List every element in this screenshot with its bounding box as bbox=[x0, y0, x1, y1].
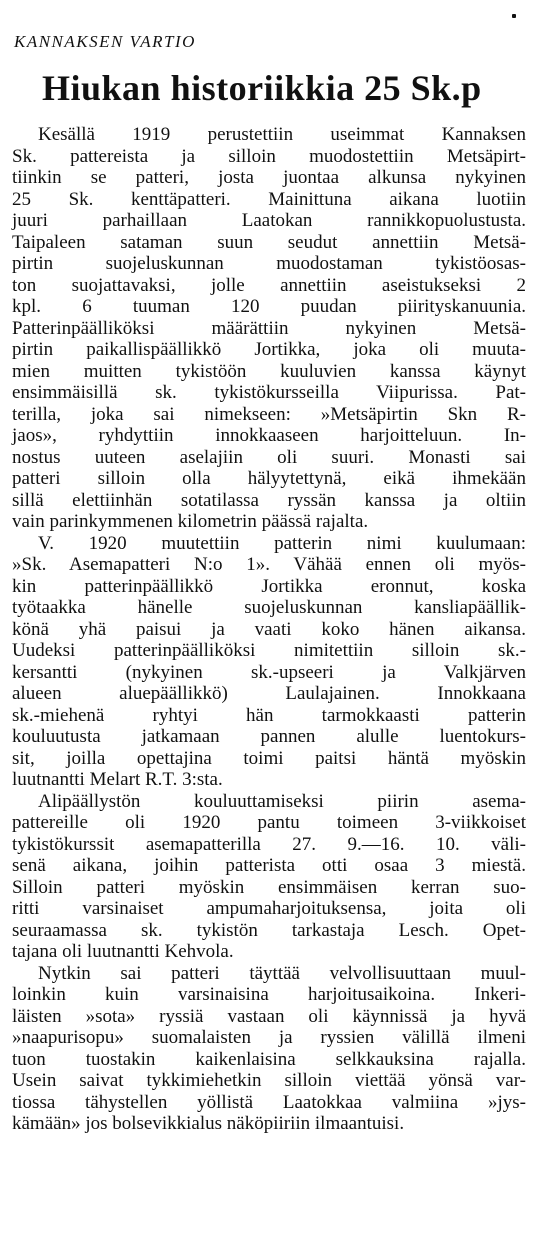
text-line: tiossa tähystellen yöllistä Laatokkaa valmiina »jys- bbox=[12, 1091, 526, 1113]
text-line: mien muitten tykistöön kuuluvien kanssa käynyt bbox=[12, 360, 526, 382]
text-line: alueen aluepäällikkö) Laulajainen. Innokkaana bbox=[12, 683, 526, 704]
paragraph bbox=[12, 124, 526, 533]
text-line: Sk. pattereista ja silloin muodostettiin Metsäpirt- bbox=[12, 145, 526, 167]
text-line: kämään» jos bolsevikkialus näköpiiriin ilmaantuisi. bbox=[12, 1113, 405, 1134]
text-line: pattereille oli 1920 pantu toimeen 3-viikkoiset bbox=[12, 812, 526, 833]
text-line: Uudeksi patterinpäälliköksi nimitettiin silloin sk.- bbox=[12, 640, 526, 661]
text-line: kersantti (nykyinen sk.-upseeri ja Valkjärven bbox=[12, 661, 526, 683]
text-line: sillä elettiinhän sotatilassa ryssän kanssa ja oltiin bbox=[12, 489, 526, 511]
text-line: Patterinpäälliköksi määrättiin nykyinen Metsä- bbox=[12, 317, 526, 339]
text-line: seuraamassa sk. tykistön tarkastaja Lesch. Opet- bbox=[12, 919, 526, 941]
text-line: pirtin suojeluskunnan muodostaman tykistöosas- bbox=[12, 253, 526, 274]
text-line: läisten »sota» ryssiä vastaan oli käynnissä ja hyvä bbox=[12, 1005, 526, 1027]
text-line: loinkin kuin varsinaisina harjoitusaikoina. Inkeri- bbox=[12, 984, 526, 1005]
text-line: senä aikana, joihin patterista otti osaa 3 miestä. bbox=[12, 855, 526, 876]
text-line: sk.-miehenä ryhtyi hän tarmokkaasti patterin bbox=[12, 704, 526, 726]
text-line: juuri parhaillaan Laatokan rannikkopuolustusta. bbox=[12, 210, 526, 231]
text-line: Kesällä 1919 perustettiin useimmat Kannaksen bbox=[38, 124, 526, 145]
text-line: nostus uuteen aselajiin oli suuri. Monasti sai bbox=[12, 446, 526, 468]
text-line: ritti varsinaiset ampumaharjoituksensa, joita oli bbox=[12, 898, 526, 919]
text-line: patteri silloin olla hälyytettynä, eikä ihmekään bbox=[12, 468, 526, 489]
text-line: tajana oli luutnantti Kehvola. bbox=[12, 941, 234, 962]
text-line: könä yhä paisui ja vaati koko hänen aikansa. bbox=[12, 618, 526, 640]
text-line: V. 1920 muutettiin patterin nimi kuulumaan: bbox=[38, 532, 526, 554]
text-line: kouluutusta jatkamaan pannen alulle luentokurs- bbox=[12, 726, 526, 747]
text-line: Taipaleen sataman suun seudut annettiin Metsä- bbox=[12, 231, 526, 253]
text-line: Usein saivat tykkimiehetkin silloin viettää yönsä var- bbox=[12, 1070, 526, 1091]
headline: Hiukan historiikkia 25 Sk.p bbox=[42, 68, 482, 108]
text-line: luutnantti Melart R.T. 3:sta. bbox=[12, 769, 223, 790]
text-line: jaos», ryhdyttiin innokkaaseen harjoitteluun. In- bbox=[12, 425, 526, 446]
article-body bbox=[12, 124, 526, 1135]
running-head: KANNAKSEN VARTIO bbox=[14, 32, 196, 51]
paragraph bbox=[12, 963, 526, 1135]
text-line: pirtin paikallispäällikkö Jortikka, joka oli muuta- bbox=[12, 339, 526, 360]
text-line: kpl. 6 tuuman 120 puudan piirityskanuunia. bbox=[12, 296, 526, 317]
text-line: Silloin patteri myöskin ensimmäisen kerran suo- bbox=[12, 876, 526, 898]
paragraph bbox=[12, 533, 526, 791]
text-line: terilla, joka sai nimekseen: »Metsäpirtin Skn R- bbox=[12, 403, 526, 425]
text-line: kin patterinpäällikkö Jortikka eronnut, koska bbox=[12, 575, 526, 597]
text-line: vain parinkymmenen kilometrin päässä rajalta. bbox=[12, 511, 369, 532]
text-line: 25 Sk. kenttäpatteri. Mainittuna aikana luotiin bbox=[12, 188, 526, 210]
print-speck bbox=[512, 14, 516, 18]
text-line: »Sk. Asemapatteri N:o 1». Vähää ennen oli myös- bbox=[12, 554, 526, 575]
paragraph bbox=[12, 791, 526, 963]
text-line: Alipäällystön kouluuttamiseksi piirin asema- bbox=[38, 790, 526, 812]
text-line: työtaakka hänelle suojeluskunnan kansliapäällik- bbox=[12, 597, 526, 618]
text-line: tykistökurssit asemapatterilla 27. 9.—16. 10. väli- bbox=[12, 833, 526, 855]
text-line: »naapurisopu» suomalaisten ja ryssien välillä ilmeni bbox=[12, 1027, 526, 1048]
text-line: ton suojattavaksi, jolle annettiin aseistukseksi 2 bbox=[12, 274, 526, 296]
text-line: sit, joilla opettajina toimi paitsi häntä myöskin bbox=[12, 747, 526, 769]
text-line: tuon tuostakin kaikenlaisina selkkauksina rajalla. bbox=[12, 1048, 526, 1070]
text-line: ensimmäisillä sk. tykistökursseilla Viipurissa. Pat- bbox=[12, 382, 526, 403]
text-line: Nytkin sai patteri täyttää velvollisuuttaan muul- bbox=[38, 962, 526, 984]
text-line: tiinkin se patteri, josta juontaa alkunsa nykyinen bbox=[12, 167, 526, 188]
